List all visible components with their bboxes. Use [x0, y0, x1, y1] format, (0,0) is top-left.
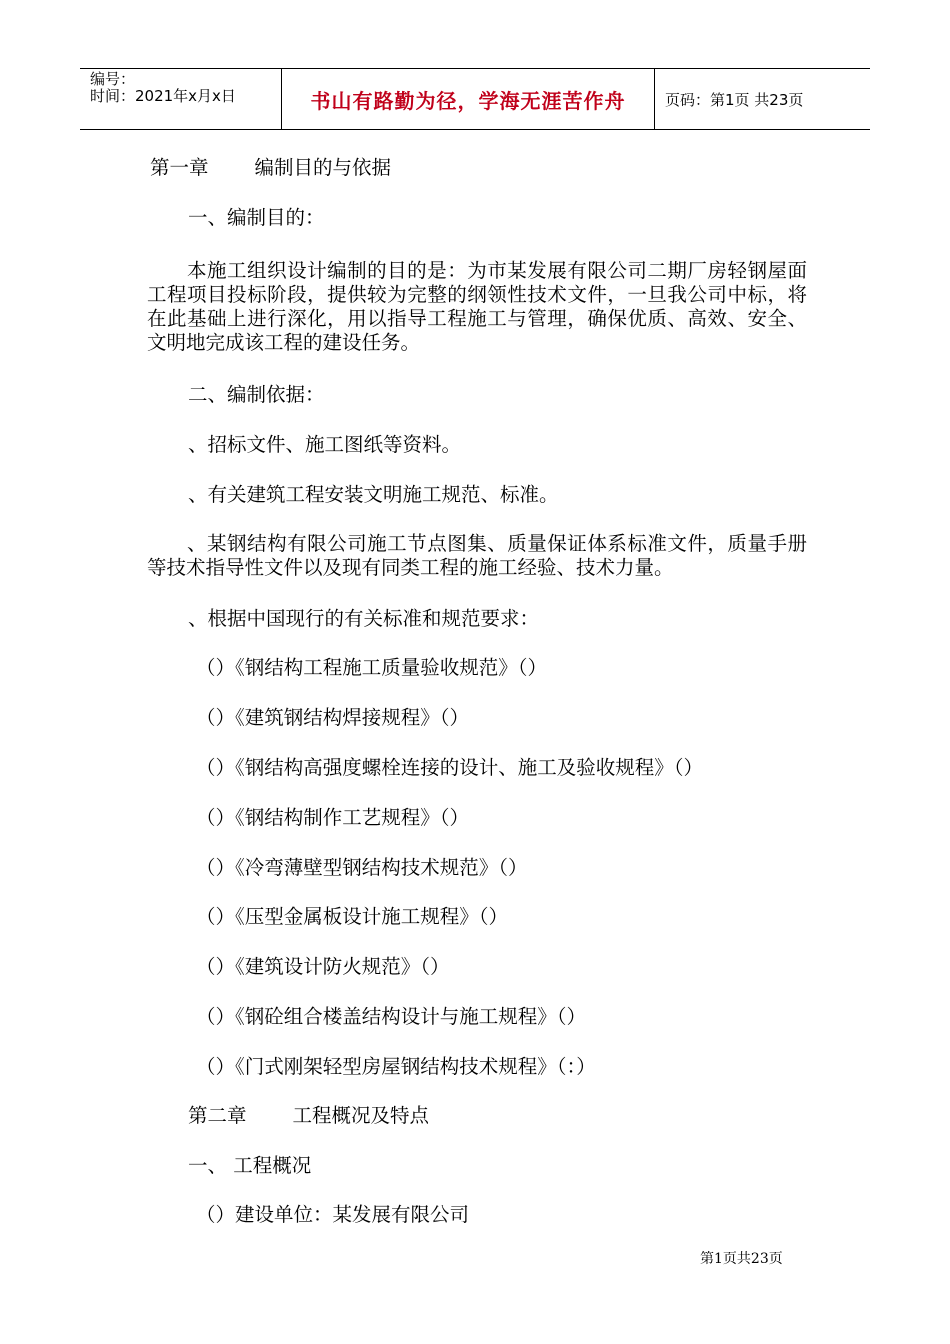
- basis-item-4: 、根据中国现行的有关标准和规范要求：: [188, 607, 540, 630]
- standard-item: （）《钢砼组合楼盖结构设计与施工规程》（）: [196, 1005, 587, 1028]
- basis-item-1: 、招标文件、施工图纸等资料。: [188, 433, 462, 456]
- header-divider: [654, 69, 655, 129]
- chapter-2-section-1-heading: 一、 工程概况: [188, 1154, 312, 1177]
- standard-item: （）《压型金属板设计施工规程》（）: [196, 905, 509, 928]
- standard-item: （）《建筑设计防火规范》（）: [196, 955, 450, 978]
- document-number-label: 编号：: [90, 70, 136, 88]
- standard-item: （）《门式刚架轻型房屋钢结构技术规程》（：）: [196, 1055, 596, 1078]
- chapter-2-number: 第二章: [188, 1104, 247, 1127]
- standard-item: （）《建筑钢结构焊接规程》（）: [196, 706, 470, 729]
- standard-item: （）《冷弯薄壁型钢结构技术规范》（）: [196, 856, 528, 879]
- standard-item: （）《钢结构制作工艺规程》（）: [196, 806, 470, 829]
- header-motto: 书山有路勤为径，学海无涯苦作舟: [310, 88, 626, 113]
- standard-item: （）《钢结构高强度螺栓连接的设计、施工及验收规程》（）: [196, 756, 704, 779]
- header-meta: [90, 71, 280, 105]
- project-info-item: （）建设单位：某发展有限公司: [196, 1203, 470, 1226]
- page-header: [80, 68, 870, 130]
- chapter-2-heading: [188, 1104, 429, 1128]
- page-footer: 第1页共23页: [700, 1251, 783, 1267]
- basis-item-3: 、某钢结构有限公司施工节点图集、质量保证体系标准文件，质量手册等技术指导性文件以及现有同类工程的施工经验、技术力量。: [147, 532, 807, 579]
- basis-item-2: 、有关建筑工程安装文明施工规范、标准。: [188, 483, 559, 506]
- section-1-paragraph: 本施工组织设计编制的目的是：为市某发展有限公司二期厂房轻钢屋面工程项目投标阶段，提供较为完整的纲领性技术文件，一旦我公司中标，将在此基础上进行深化，用以指导工程施工与管理，确保优质、高效、安全、文明地完成该工程的建设任务。: [147, 259, 807, 354]
- header-page-info: 页码：第1页 共23页: [665, 90, 804, 109]
- chapter-1-heading: [150, 156, 391, 180]
- section-2-heading: 二、编制依据：: [188, 383, 325, 406]
- document-date: 时间：2021年x月x日: [90, 87, 236, 105]
- standard-item: （）《钢结构工程施工质量验收规范》（）: [196, 656, 548, 679]
- chapter-1-number: 第一章: [150, 156, 209, 179]
- chapter-2-title: 工程概况及特点: [292, 1104, 430, 1127]
- section-1-heading: 一、编制目的：: [188, 206, 325, 229]
- chapter-1-title: 编制目的与依据: [254, 156, 392, 179]
